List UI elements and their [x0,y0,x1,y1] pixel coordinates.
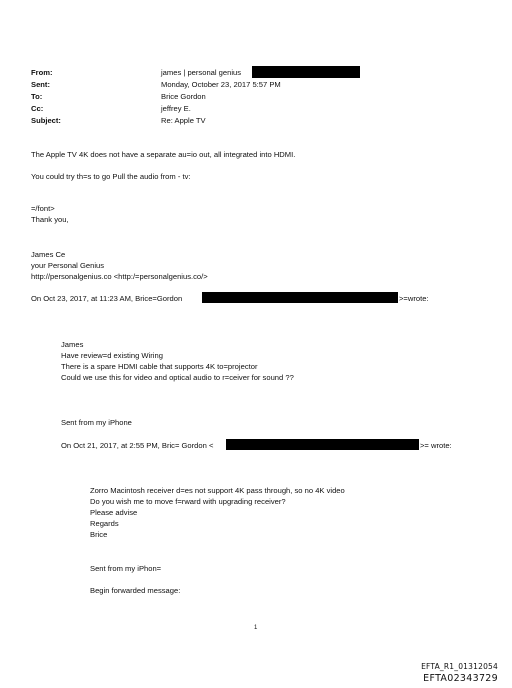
to-value: Brice Gordon [161,92,206,101]
reply-line: There is a spare HDMI cable that supports 4K to=projector [61,362,258,371]
reply-line: Brice [90,530,108,539]
quote-header-end: >=wrote: [399,294,429,303]
signature-line: your Personal Genius [31,261,105,270]
subject-value: Re: Apple TV [161,116,206,125]
reply-line: Could we use this for video and optical audio to r=ceiver for sound ?? [61,373,294,382]
from-value: james | personal genius [161,68,242,77]
quote-header-end: >= wrote: [420,441,452,450]
redaction-block [252,66,360,78]
sent-from-line: Sent from my iPhon= [90,564,162,573]
reply-line: Zorro Macintosh receiver d=es not support 4K pass through, so no 4K video [90,486,345,495]
redaction-block [202,292,398,303]
bates-stamp-primary: EFTA_R1_01312054 [421,662,498,671]
quote-header: On Oct 23, 2017, at 11:23 AM, Brice=Gordon [31,294,183,303]
body-line: You could try th=s to go Pull the audio from - tv: [31,172,191,181]
sent-from-line: Sent from my iPhone [61,418,132,427]
reply-line: James [61,340,84,349]
body-line: The Apple TV 4K does not have a separate au=io out, all integrated into HDMI. [31,150,296,159]
signature-url: http://personalgenius.co <http:/=personalgenius.co/> [31,272,208,281]
redaction-block [226,439,419,450]
reply-line: Please advise [90,508,138,517]
body-line: =/font> [31,204,55,213]
signature-line: James Ce [31,250,66,259]
sent-label: Sent: [31,80,50,89]
to-label: To: [31,92,43,101]
page-number: 1 [254,625,258,631]
reply-line: Have review=d existing Wiring [61,351,163,360]
subject-label: Subject: [31,116,61,125]
bates-stamp-secondary: EFTA02343729 [423,673,498,684]
from-label: From: [31,68,53,77]
sent-value: Monday, October 23, 2017 5:57 PM [161,80,281,89]
reply-line: Regards [90,519,119,528]
forwarded-line: Begin forwarded message: [90,586,181,595]
quote-header: On Oct 21, 2017, at 2:55 PM, Bric= Gordon < [61,441,214,450]
cc-value: jeffrey E. [161,104,191,113]
body-line: Thank you, [31,215,69,224]
cc-label: Cc: [31,104,44,113]
reply-line: Do you wish me to move f=rward with upgrading receiver? [90,497,286,506]
